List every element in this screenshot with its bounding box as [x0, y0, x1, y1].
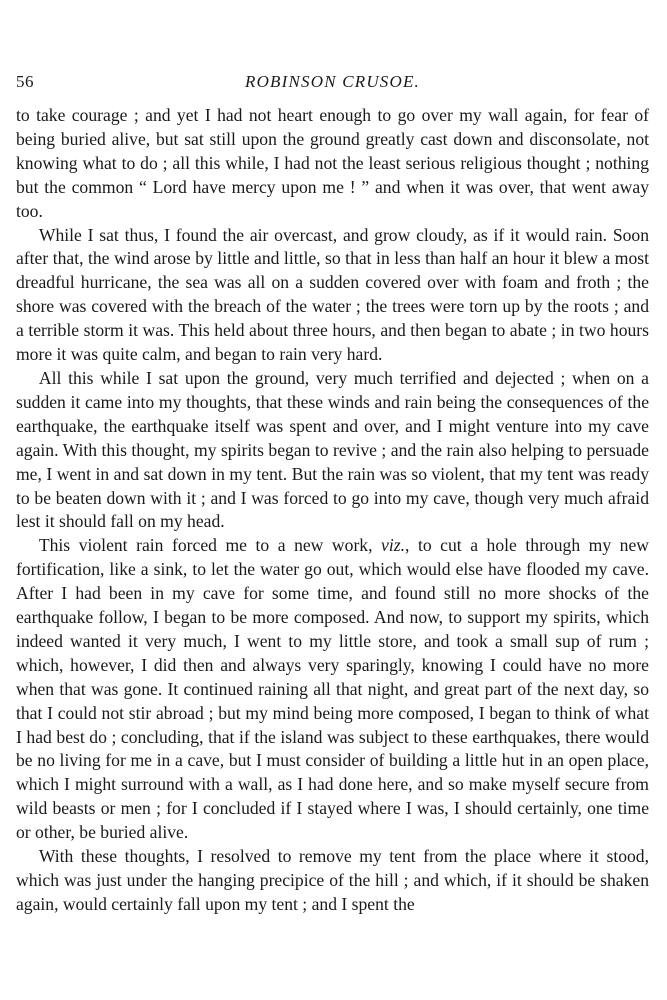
- paragraph: [16, 534, 649, 845]
- paragraph: [16, 224, 649, 367]
- running-head: [16, 66, 649, 94]
- page-number: 56: [16, 72, 34, 91]
- paragraph-text: While I sat thus, I found the air overcast, and grow cloudy, as if it would rain. Soon after that, the wind arose by little and little, so that in less than half an hour it blew a most dreadful hurricane, the sea was all on a sudden covered over with foam and froth ; the shore was covered with the breach of the water ; the trees were torn up by the roots ; and a terrible storm it was. This held about three hours, and then began to abate ; in two hours more it was quite calm, and began to rain very hard.: [16, 224, 649, 365]
- paragraph-text: This violent rain forced me to a new work,: [38, 535, 382, 556]
- italic-abbreviation: viz.: [381, 535, 405, 556]
- paragraph-text: , to cut a hole through my new fortification, like a sink, to let the water go out, which would else have flooded my cave. After I had been in my cave for some time, and found still no more shocks of the earthquake follow, I began to be more composed. And now, to support my spirits, which indeed wanted it very much, I went to my little store, and took a small sup of rum ; which, however, I did then and always very sparingly, knowing I could have no more when that was gone. It continued raining all that night, and great part of the next day, so that I could not stir abroad ; but my mind being more composed, I began to think of what I had best do ; concluding, that if the island was subject to these earthquakes, there would be no living for me in a cave, but I must consider of building a little hut in an open place, which I might surround with a wall, as I had done here, and so make myself secure from wild beasts or men ; for I concluded if I stayed where I was, I should certainly, one time or other, be buried alive.: [16, 535, 649, 843]
- paragraph: [16, 104, 649, 224]
- paragraph: [16, 367, 649, 534]
- paragraph-text: All this while I sat upon the ground, very much terrified and dejected ; when on a sudden it came into my thoughts, that these winds and rain being the consequences of the earthquake, the earthquake itself was spent and over, and I might venture into my cave again. With this thought, my spirits began to revive ; and the rain also helping to persuade me, I went in and sat down in my tent. But the rain was so violent, that my tent was ready to be beaten down with it ; and I was forced to go into my cave, though very much afraid lest it should fall on my head.: [16, 367, 649, 532]
- book-title: ROBINSON CRUSOE.: [244, 72, 421, 91]
- paragraph-text: to take courage ; and yet I had not heart enough to go over my wall again, for fear of being buried alive, but sat still upon the ground greatly cast down and disconsolate, not knowing what to do ; all this while, I had not the least serious religious thought ; nothing but the common “ Lord have mercy upon me ! ” and when it was over, that went away too.: [16, 105, 649, 221]
- body-text: [16, 104, 649, 917]
- paragraph-text: With these thoughts, I resolved to remove my tent from the place where it stood, which was just under the hanging precipice of the hill ; and which, if it should be shaken again, would certainly fall upon my tent ; and I spent the: [16, 846, 649, 914]
- paragraph: [16, 845, 649, 917]
